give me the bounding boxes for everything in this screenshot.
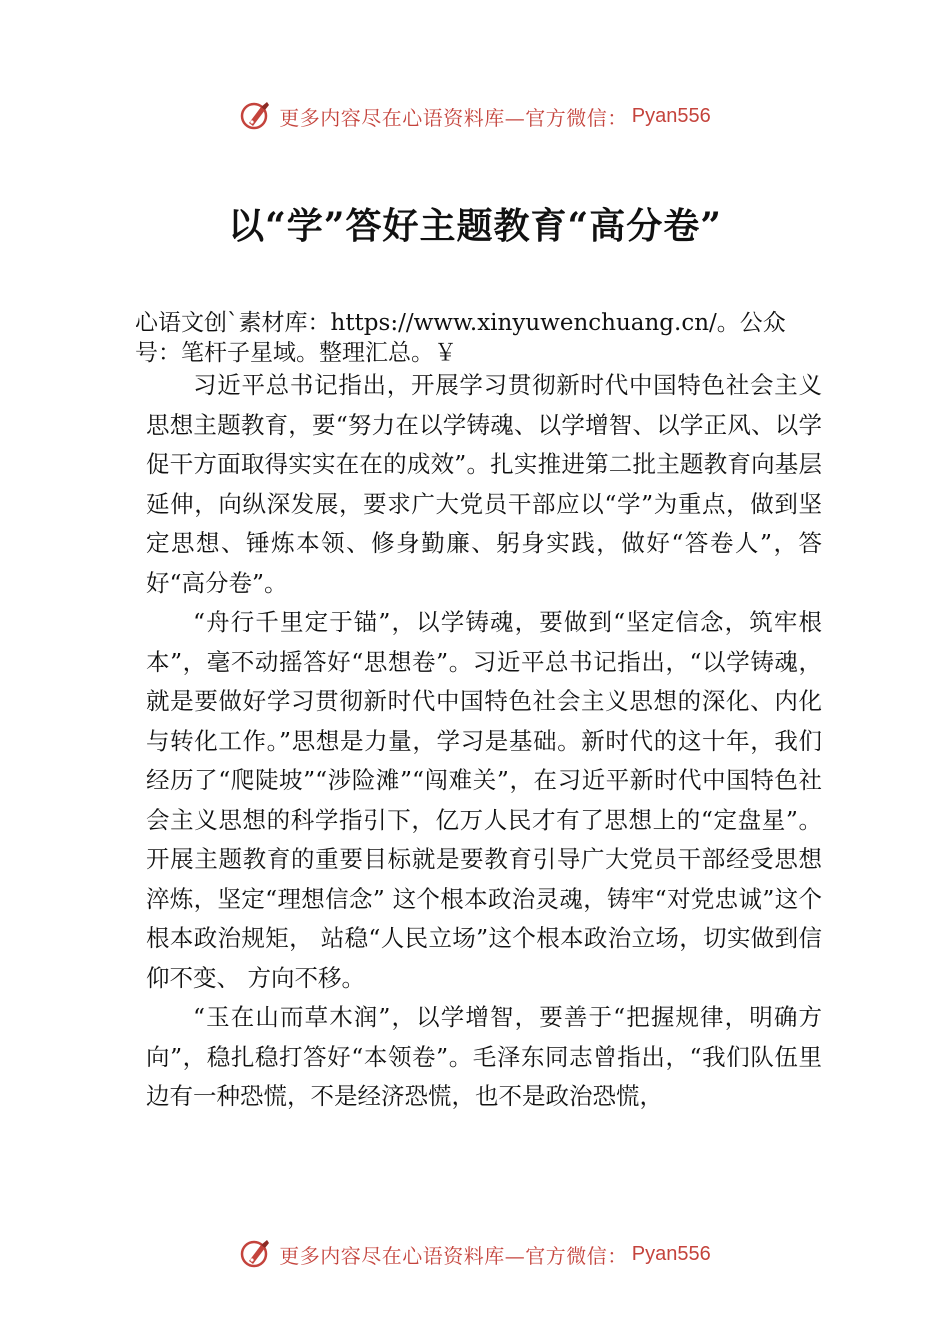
source-line: 心语文创`素材库：https://www.xinyuwenchuang.cn/。公众号：笔杆子星域。整理汇总。￥ (135, 310, 786, 366)
document-body (146, 366, 822, 1117)
banner-wechat-handle: Pyan556 (631, 104, 711, 127)
banner-text: 更多内容尽在心语资料库—官方微信： (279, 1243, 628, 1268)
body-paragraph: “舟行千里定于锚”，以学铸魂，要做到“坚定信念，筑牢根本”，毫不动摇答好“思想卷”。习近平总书记指出，“以学铸魂，就是要做好学习贯彻新时代中国特色社会主义思想的深化、内化与转化工作。”思想是力量，学习是基础。新时代的这十年，我们经历了“爬陡坡”“涉险滩”“闯难关”，在习近平新时代中国特色社会主义思想的科学指引下，亿万人民才有了思想上的“定盘星”。开展主题教育的重要目标就是要教育引导广大党员干部经受思想淬炼，坚定“理想信念” 这个根本政治灵魂，铸牢“对党忠诚”这个根本政治规矩， 站稳“人民立场”这个根本政治立场，切实做到信仰不变、 方向不移。 (146, 608, 822, 992)
footer-watermark-banner (0, 1234, 950, 1274)
pen-nib-logo-icon (239, 99, 273, 133)
banner-text: 更多内容尽在心语资料库—官方微信： (279, 105, 628, 130)
document-title: 以“学”答好主题教育“高分卷” (228, 205, 722, 247)
body-paragraph: 习近平总书记指出，开展学习贯彻新时代中国特色社会主义思想主题教育，要“努力在以学铸魂、以学增智、以学正风、以学促干方面取得实实在在的成效”。扎实推进第二批主题教育向基层延伸，向纵深发展，要求广大党员干部应以“学”为重点，做到坚定思想、锤炼本领、修身勤廉、躬身实践，做好“答卷人”，答好“高分卷”。 (146, 371, 822, 597)
body-paragraph: “玉在山而草木润”，以学增智，要善于“把握规律，明确方向”，稳扎稳打答好“本领卷”。毛泽东同志曾指出，“我们队伍里边有一种恐慌，不是经济恐慌，也不是政治恐慌， (146, 1003, 822, 1110)
pen-nib-logo-icon (239, 1237, 273, 1271)
banner-wechat-handle: Pyan556 (631, 1242, 711, 1265)
header-watermark-banner (0, 96, 950, 136)
